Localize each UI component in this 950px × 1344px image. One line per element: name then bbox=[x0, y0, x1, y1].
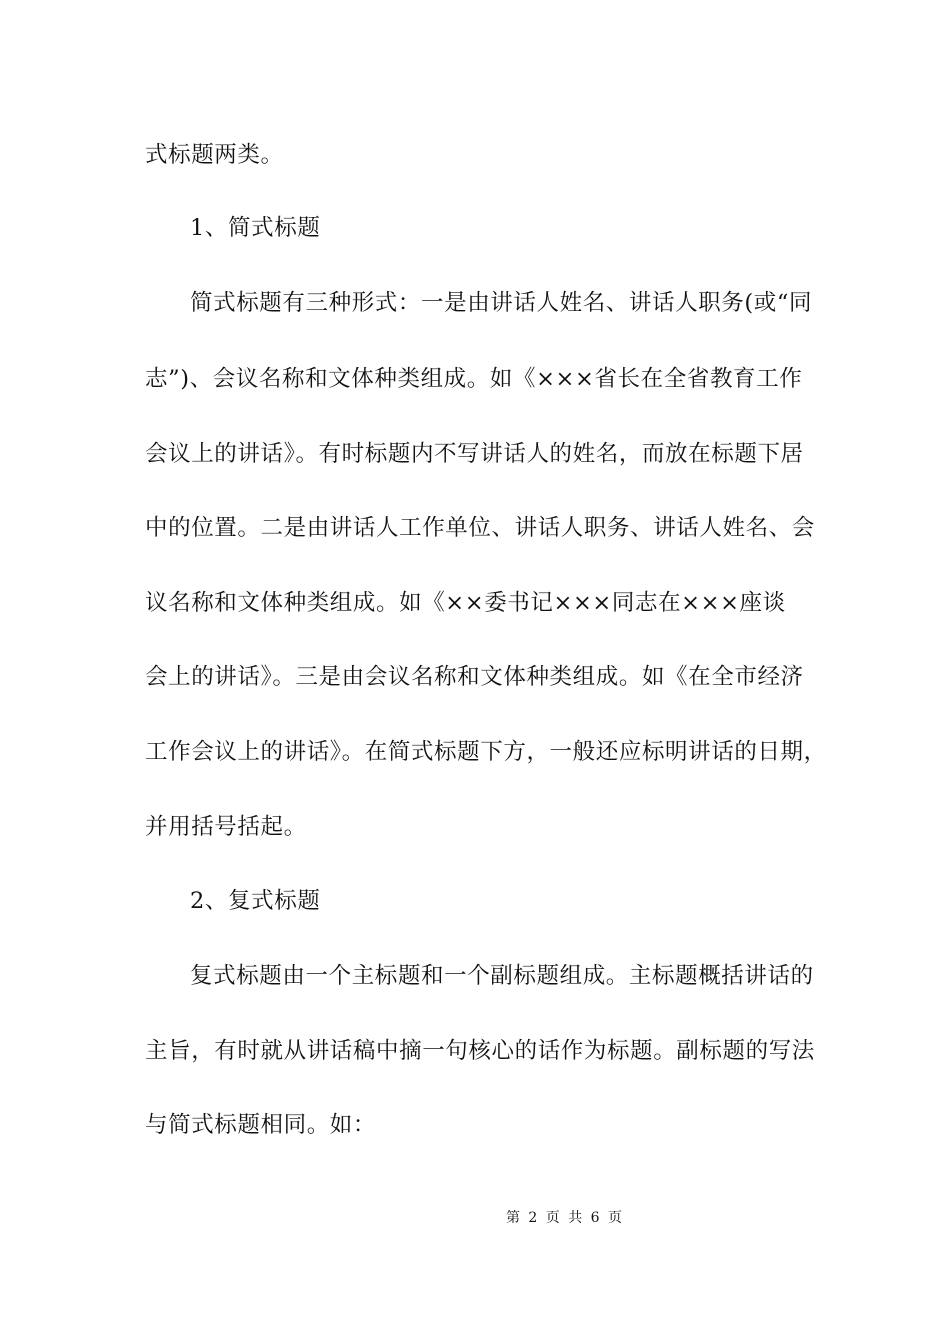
paragraph-line: 议名称和文体种类组成。如《××委书记×××同志在×××座谈 bbox=[145, 590, 786, 616]
paragraph-line: 会上的讲话》。三是由会议名称和文体种类组成。如《在全市经济 bbox=[145, 664, 804, 690]
paragraph-line: 并用括号括起。 bbox=[145, 814, 307, 840]
paragraph-line: 式标题两类。 bbox=[145, 142, 284, 168]
paragraph-line: 会议上的讲话》。有时标题内不写讲话人的姓名，而放在标题下居 bbox=[145, 441, 804, 467]
paragraph-line: 中的位置。二是由讲话人工作单位、讲话人职务、讲话人姓名、会 bbox=[145, 515, 815, 541]
paragraph-line: 复式标题由一个主标题和一个副标题组成。主标题概括讲话的 bbox=[190, 963, 814, 989]
paragraph-line: 志”)、会议名称和文体种类组成。如《×××省长在全省教育工作 bbox=[145, 366, 803, 392]
paragraph-line: 简式标题有三种形式：一是由讲话人姓名、讲话人职务(或“同 bbox=[190, 290, 813, 316]
paragraph-line: 主旨，有时就从讲话稿中摘一句核心的话作为标题。副标题的写法 bbox=[145, 1038, 815, 1064]
page-number-footer: 第 2 页 共 6 页 bbox=[505, 1210, 625, 1226]
paragraph-line: 工作会议上的讲话》。在简式标题下方，一般还应标明讲话的日期， bbox=[145, 739, 827, 765]
section-heading-compound-title: 2、复式标题 bbox=[190, 888, 321, 914]
section-heading-simple-title: 1、简式标题 bbox=[190, 215, 321, 241]
paragraph-line: 与简式标题相同。如： bbox=[145, 1112, 377, 1138]
